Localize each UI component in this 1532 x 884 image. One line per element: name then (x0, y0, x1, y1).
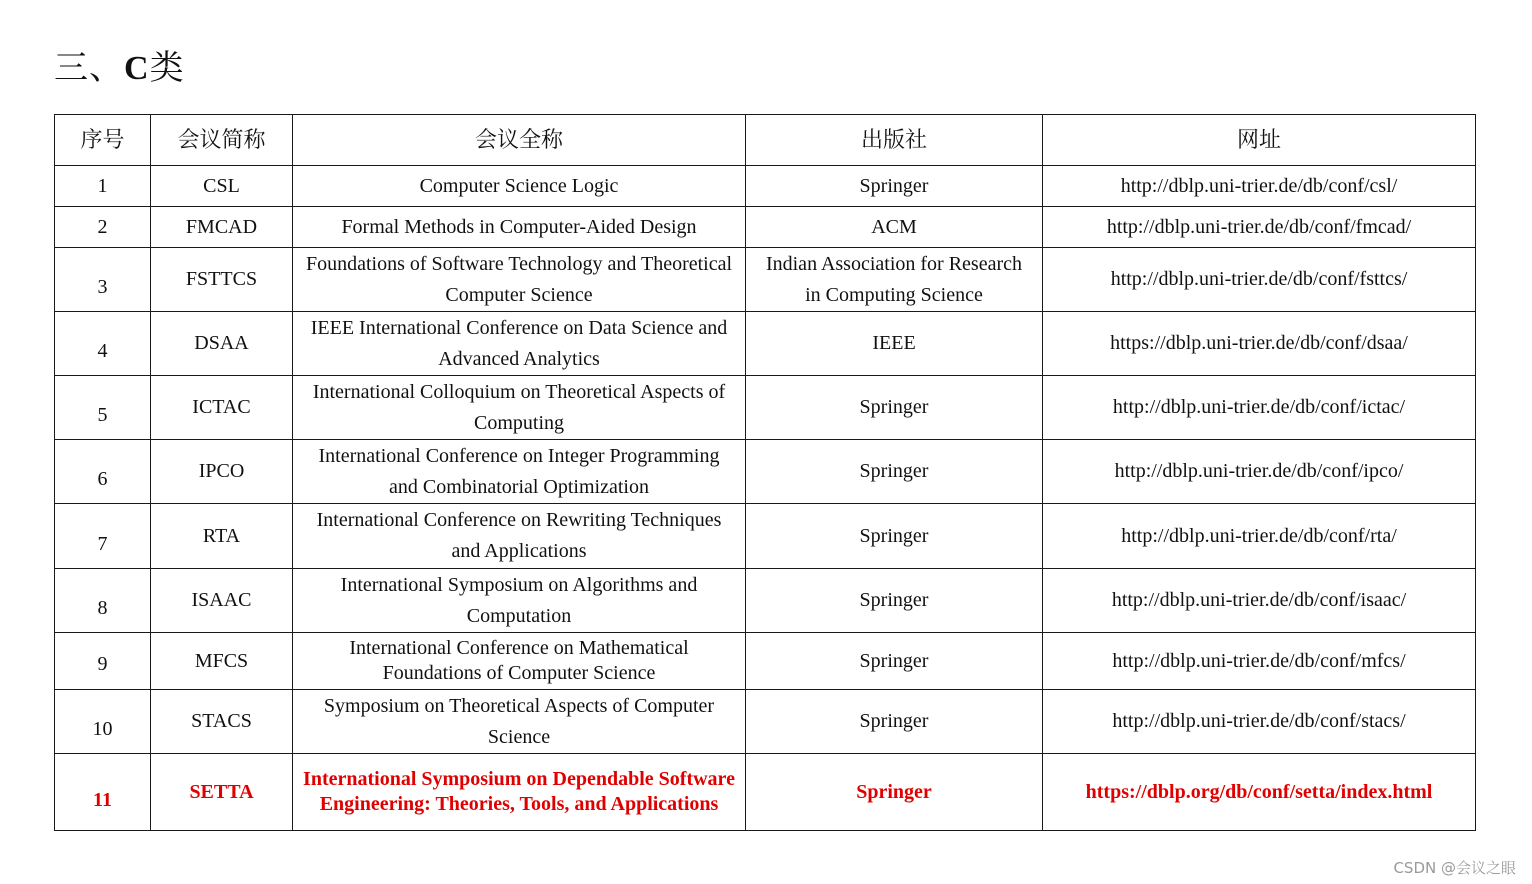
row-abbr: RTA (151, 504, 293, 569)
row-publisher: Springer (746, 166, 1043, 207)
row-full-name: International Conference on Mathematical Foundations of Computer Science (293, 633, 746, 690)
row-abbr: CSL (151, 166, 293, 207)
heading-suffix: 类 (149, 48, 185, 88)
row-abbr: FMCAD (151, 207, 293, 248)
row-index: 3 (55, 248, 151, 312)
row-index: 11 (55, 754, 151, 831)
table-row (55, 312, 1476, 376)
header-publisher: 出版社 (746, 115, 1043, 166)
row-index: 10 (55, 690, 151, 754)
row-url[interactable]: http://dblp.uni-trier.de/db/conf/stacs/ (1043, 690, 1476, 754)
heading-prefix: 三、 (54, 48, 124, 88)
row-publisher: Springer (746, 376, 1043, 440)
row-publisher: IEEE (746, 312, 1043, 376)
header-full-name: 会议全称 (293, 115, 746, 166)
row-full-name: Symposium on Theoretical Aspects of Computer Science (293, 690, 746, 754)
row-abbr: ICTAC (151, 376, 293, 440)
row-abbr: IPCO (151, 440, 293, 504)
row-url[interactable]: http://dblp.uni-trier.de/db/conf/csl/ (1043, 166, 1476, 207)
table-header-row (55, 115, 1476, 166)
row-full-name: Computer Science Logic (293, 166, 746, 207)
row-url[interactable]: http://dblp.uni-trier.de/db/conf/mfcs/ (1043, 633, 1476, 690)
heading-letter: C (124, 50, 150, 87)
row-publisher: Springer (746, 754, 1043, 831)
row-abbr: MFCS (151, 633, 293, 690)
row-publisher: ACM (746, 207, 1043, 248)
row-index: 1 (55, 166, 151, 207)
row-publisher: Springer (746, 633, 1043, 690)
table-row (55, 633, 1476, 690)
section-heading (54, 44, 185, 93)
row-full-name: International Conference on Integer Programming and Combinatorial Optimization (293, 440, 746, 504)
table-row-highlighted (55, 754, 1476, 831)
row-url[interactable]: https://dblp.uni-trier.de/db/conf/dsaa/ (1043, 312, 1476, 376)
table-row (55, 690, 1476, 754)
row-url[interactable]: http://dblp.uni-trier.de/db/conf/fmcad/ (1043, 207, 1476, 248)
row-index: 2 (55, 207, 151, 248)
watermark: CSDN @会议之眼 (1393, 859, 1516, 877)
row-url[interactable]: https://dblp.org/db/conf/setta/index.html (1043, 754, 1476, 831)
row-index: 4 (55, 312, 151, 376)
row-url[interactable]: http://dblp.uni-trier.de/db/conf/isaac/ (1043, 569, 1476, 633)
table-row (55, 207, 1476, 248)
row-abbr: STACS (151, 690, 293, 754)
row-index: 5 (55, 376, 151, 440)
row-publisher: Springer (746, 504, 1043, 569)
table-row (55, 504, 1476, 569)
header-abbr: 会议简称 (151, 115, 293, 166)
conference-table (54, 114, 1476, 831)
row-url[interactable]: http://dblp.uni-trier.de/db/conf/fsttcs/ (1043, 248, 1476, 312)
row-publisher: Springer (746, 440, 1043, 504)
row-index: 7 (55, 504, 151, 569)
row-full-name: Foundations of Software Technology and Theoretical Computer Science (293, 248, 746, 312)
row-url[interactable]: http://dblp.uni-trier.de/db/conf/ipco/ (1043, 440, 1476, 504)
row-abbr: FSTTCS (151, 248, 293, 312)
row-index: 8 (55, 569, 151, 633)
table-row (55, 166, 1476, 207)
row-publisher: Indian Association for Research in Computing Science (746, 248, 1043, 312)
table-row (55, 440, 1476, 504)
table-row (55, 376, 1476, 440)
header-url: 网址 (1043, 115, 1476, 166)
table-row (55, 569, 1476, 633)
row-full-name: International Colloquium on Theoretical Aspects of Computing (293, 376, 746, 440)
row-abbr: DSAA (151, 312, 293, 376)
row-full-name: International Symposium on Dependable Software Engineering: Theories, Tools, and Applications (293, 754, 746, 831)
row-index: 6 (55, 440, 151, 504)
row-publisher: Springer (746, 690, 1043, 754)
row-full-name: Formal Methods in Computer-Aided Design (293, 207, 746, 248)
row-abbr: SETTA (151, 754, 293, 831)
row-index: 9 (55, 633, 151, 690)
row-abbr: ISAAC (151, 569, 293, 633)
row-url[interactable]: http://dblp.uni-trier.de/db/conf/rta/ (1043, 504, 1476, 569)
row-full-name: IEEE International Conference on Data Science and Advanced Analytics (293, 312, 746, 376)
row-full-name: International Conference on Rewriting Techniques and Applications (293, 504, 746, 569)
row-publisher: Springer (746, 569, 1043, 633)
table-row (55, 248, 1476, 312)
row-url[interactable]: http://dblp.uni-trier.de/db/conf/ictac/ (1043, 376, 1476, 440)
header-index: 序号 (55, 115, 151, 166)
row-full-name: International Symposium on Algorithms and Computation (293, 569, 746, 633)
